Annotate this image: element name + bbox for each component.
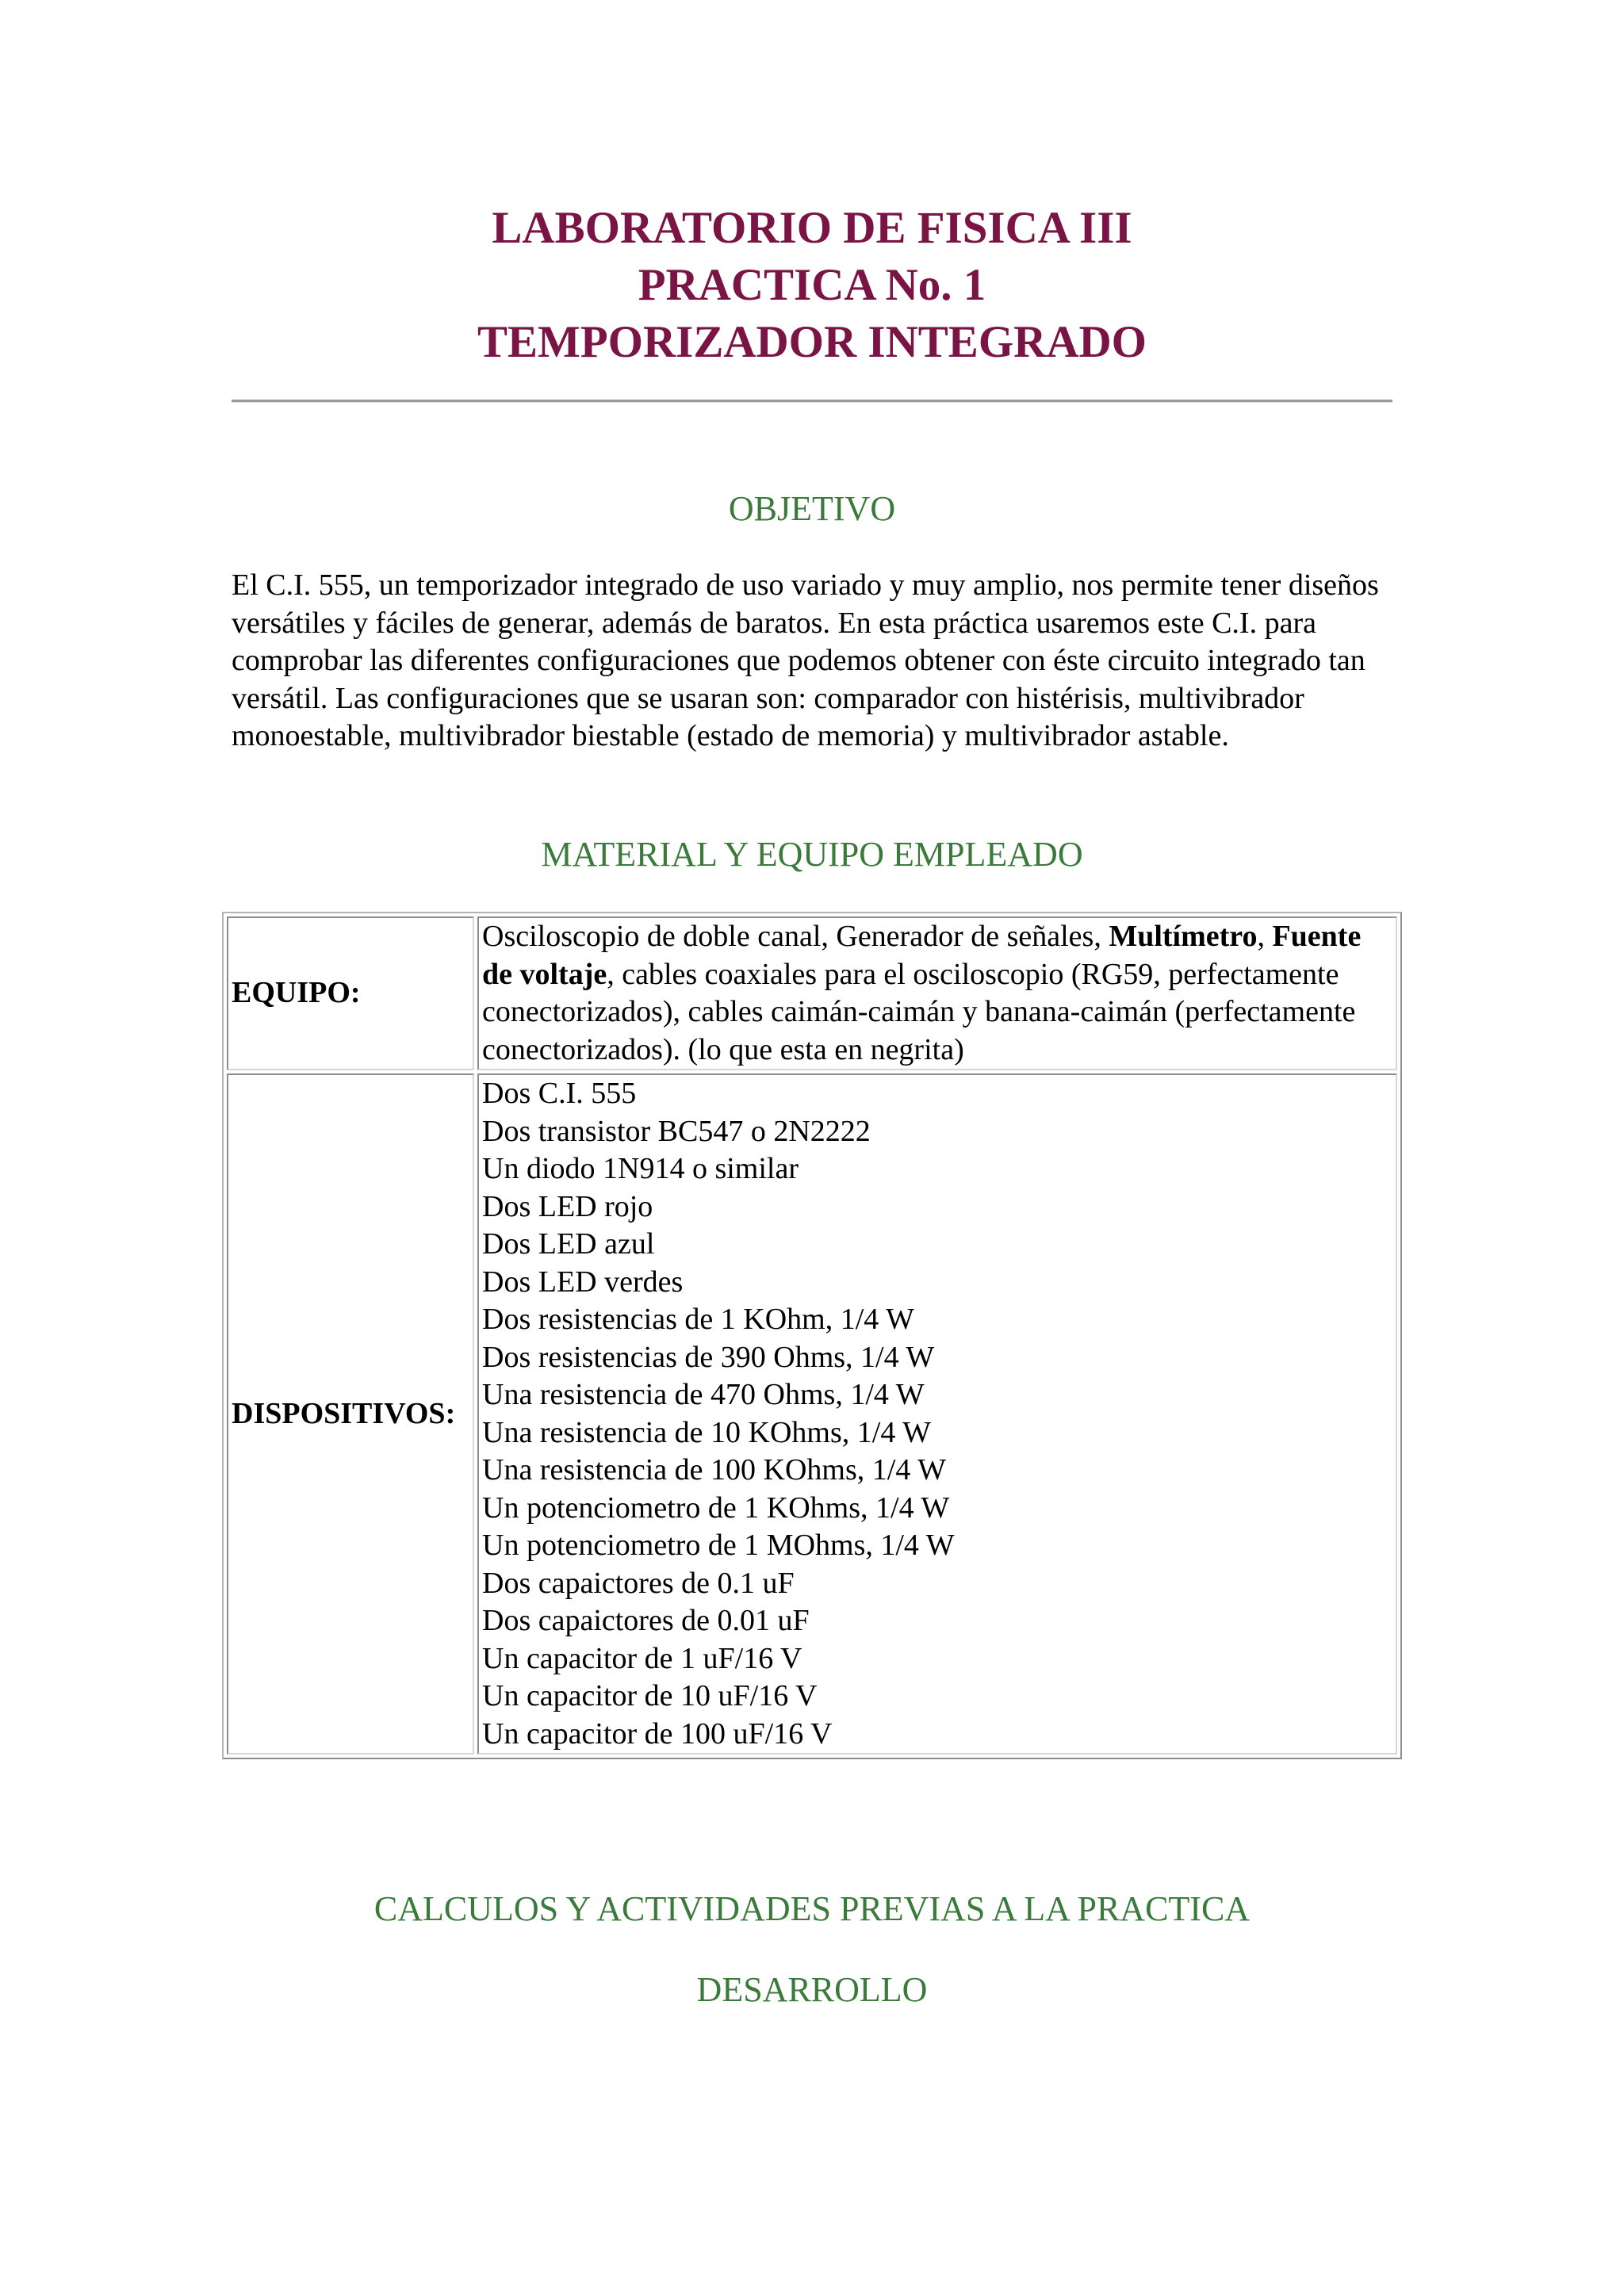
equipo-bold-multimetro: Multímetro [1109,920,1258,953]
list-item: Un potenciometro de 1 KOhms, 1/4 W [482,1490,950,1525]
objetivo-heading: OBJETIVO [728,489,896,528]
equipo-label: EQUIPO: [227,916,474,1070]
list-item: Una resistencia de 10 KOhms, 1/4 W [482,1415,932,1449]
dispositivos-label: DISPOSITIVOS: [227,1073,474,1755]
equipo-text-1: Osciloscopio de doble canal, Generador de señales, [482,920,1109,953]
objetivo-paragraph: El C.I. 555, un temporizador integrado de uso variado y muy amplio, nos permite tener diseños versátiles y fáciles de generar, además de baratos. En esta práctica usaremos este C.I. para comprobar las diferentes configuraciones que podemos obtener con éste circuito integrado tan versátil. Las configuraciones que se usaran son: comparador con histérisis, multivibrador monoestable, multivibrador biestable (estado de memoria) y multivibrador astable. [232,568,1379,752]
desarrollo-heading: DESARROLLO [696,1970,928,2009]
list-item: Dos C.I. 555 [482,1077,637,1110]
list-item: Dos LED verdes [482,1265,684,1299]
list-item: Dos LED azul [482,1227,655,1261]
equipo-row [227,916,1397,1070]
calculos-heading: CALCULOS Y ACTIVIDADES PREVIAS A LA PRACTICA [373,1889,1251,1928]
list-item: Un potenciometro de 1 MOhms, 1/4 W [482,1529,955,1562]
material-heading: MATERIAL Y EQUIPO EMPLEADO [541,835,1083,874]
list-item: Un diodo 1N914 o similar [482,1152,799,1185]
list-item: Dos resistencias de 1 KOhm, 1/4 W [482,1303,914,1336]
list-item: Un capacitor de 10 uF/16 V [482,1679,818,1712]
equipo-text-2: , [1257,920,1273,953]
list-item: Un capacitor de 1 uF/16 V [482,1641,802,1675]
material-table [222,912,1402,1759]
page-title [232,200,1392,371]
list-item: Una resistencia de 100 KOhms, 1/4 W [482,1453,947,1487]
title-line-2: PRACTICA No. 1 [638,260,986,310]
list-item: Una resistencia de 470 Ohms, 1/4 W [482,1378,925,1411]
dispositivos-row [227,1073,1397,1755]
list-item: Dos capaictores de 0.1 uF [482,1566,795,1600]
title-line-3: TEMPORIZADOR INTEGRADO [477,317,1147,367]
list-item: Dos transistor BC547 o 2N2222 [482,1114,871,1148]
dispositivos-list [477,1073,1397,1755]
list-item: Dos capaictores de 0.01 uF [482,1604,810,1637]
equipo-bold-fuente: Fuente de voltaje [482,920,1362,991]
equipo-text-3: , cables coaxiales para el osciloscopio (RG59, perfectamente conectorizados), cables caimán-caimán y banana-caimán (perfectamente conectorizados). (lo que esta en negrita) [482,957,1356,1066]
list-item: Un capacitor de 100 uF/16 V [482,1716,833,1751]
horizontal-rule [232,400,1392,403]
title-line-1: LABORATORIO DE FISICA III [492,203,1132,253]
list-item: Dos LED rojo [482,1189,653,1223]
equipo-value [477,916,1397,1070]
list-item: Dos resistencias de 390 Ohms, 1/4 W [482,1340,935,1374]
